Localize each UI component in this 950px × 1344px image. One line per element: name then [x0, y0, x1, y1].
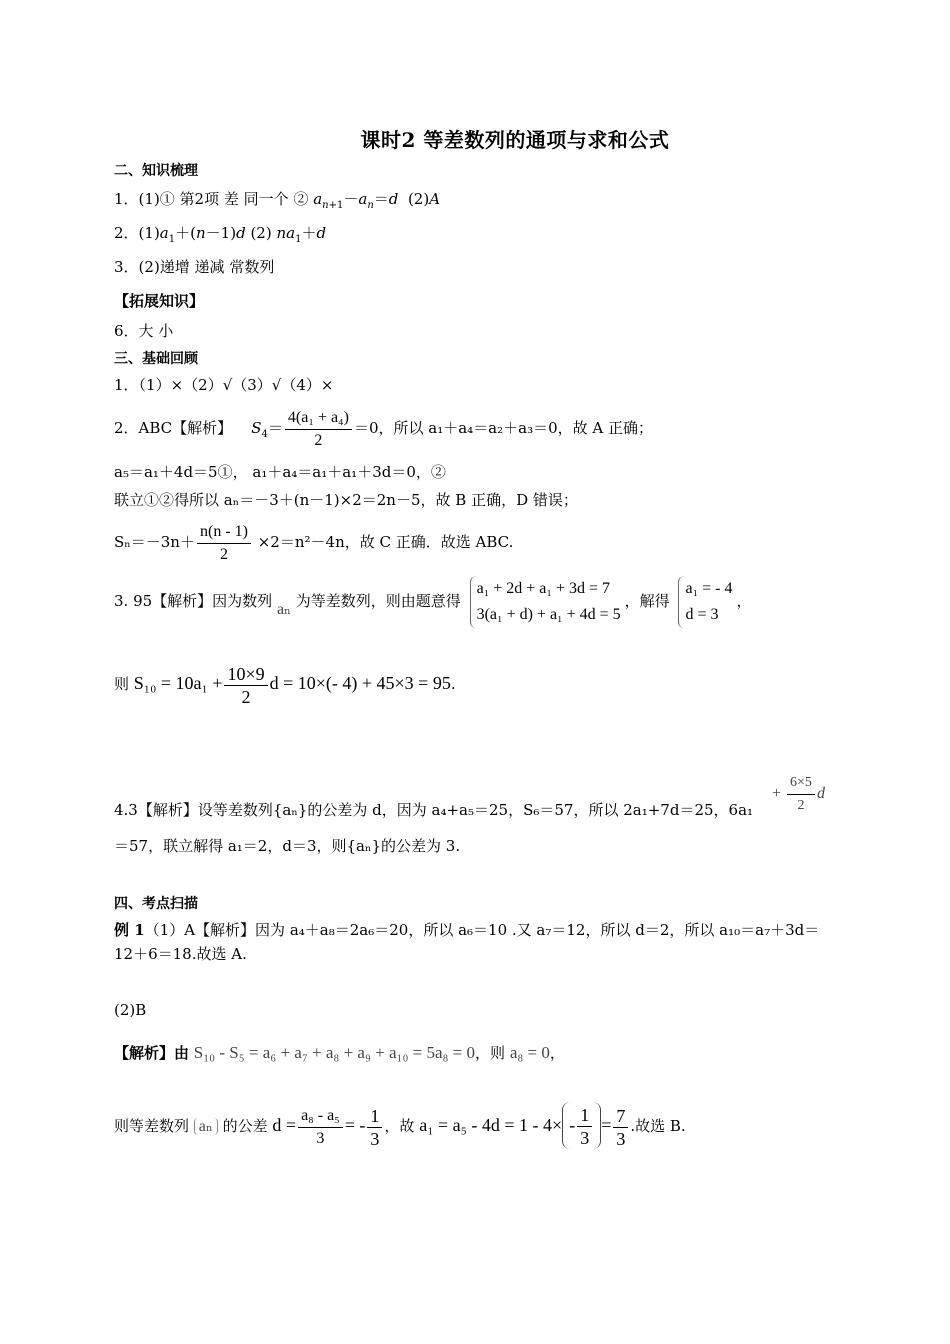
extended-item-6: 6．大 小	[114, 322, 174, 340]
example1-inner-den: 3	[580, 1128, 590, 1149]
q4-fraction	[787, 772, 815, 817]
q2-line4-num: n(n - 1)	[197, 521, 251, 544]
knowledge-item-1-text: 1．(1)① 第2项 差 同一个 ②	[114, 190, 314, 208]
q2-prefix: 2．ABC【解析】	[114, 419, 233, 437]
review-q4-line2: ＝57，联立解得 a₁＝2，d＝3，则{aₙ}的公差为 3.	[114, 837, 461, 855]
q3-then: 则	[114, 675, 130, 693]
q3-formula-den: 2	[241, 686, 251, 707]
example1-inner-num: 1	[577, 1104, 592, 1127]
q2-fraction-den: 2	[314, 431, 323, 449]
q4-inline-formula	[772, 772, 825, 817]
q3-formula-a: S₁₀ = 10a₁ +	[133, 673, 223, 693]
section-knowledge-heading: 二、知识梳理	[114, 163, 198, 179]
review-q2-line4	[114, 518, 513, 566]
extended-knowledge-heading: 【拓展知识】	[114, 292, 205, 310]
q2-fraction-num: 4(a₁ + a₄)	[285, 407, 352, 430]
example1-part2: (2)B	[114, 1001, 147, 1019]
q2-rest: ＝0，所以 a₁＋a₄＝a₂＋a₃＝0，故 A 正确；	[353, 419, 654, 437]
q3-solution	[678, 576, 732, 628]
example1-text-b: 的公差	[222, 1117, 268, 1135]
review-q4-line1: 4.3【解析】设等差数列{aₙ}的公差为 d，因为 a₄+a₅＝25，S₆＝57，所以 2a₁+7d＝25，6a₁	[114, 801, 754, 819]
q3-formula-num: 10×9	[224, 663, 267, 686]
example1-sequence: aₙ	[194, 1118, 218, 1135]
review-q1: 1．（1）×（2）√（3）√（4）×	[114, 376, 334, 394]
example1-neg: -	[569, 1115, 576, 1135]
example1-d-fraction	[298, 1105, 343, 1150]
review-q2-line3: 联立①②得所以 aₙ＝－3＋(n－1)×2＝2n－5，故 B 正确，D 错误；	[114, 491, 578, 509]
q3-prefix: 3. 95【解析】因为数列	[114, 592, 273, 610]
example1-formula-2: a₈ = 0	[509, 1043, 550, 1062]
example1-third	[367, 1105, 382, 1150]
knowledge-item-1: 1．(1)① 第2项 差 同一个 ② $a_{n+1}-a_n=d$ (2)A	[114, 190, 441, 211]
q4-fraction-num: 6×5	[787, 772, 815, 795]
example1-result-num: 7	[613, 1105, 628, 1128]
example1-formula-1: S₁₀ - S₅ = a₆ + a₇ + a₈ + a₉ + a₁₀ = 5a₈ = 0	[193, 1043, 476, 1062]
example1-d-eq: d =	[272, 1115, 297, 1135]
example1-result-den: 3	[616, 1128, 626, 1149]
example1-label: 例 1	[114, 921, 145, 939]
knowledge-item-2-part2: (2)	[245, 224, 277, 242]
example1-third-num: 1	[367, 1105, 382, 1128]
knowledge-item-2: 2．$(1)a_1+(n-1)d$ (2) $na_1+d$	[114, 224, 327, 245]
q2-line4-fraction	[197, 521, 251, 566]
example1-part2-analysis	[114, 1038, 565, 1068]
review-q3	[114, 576, 752, 628]
example1-neg-eq: = -	[344, 1115, 366, 1135]
example1-d-num: a₈ - a₅	[298, 1105, 343, 1128]
section-review-heading: 三、基础回顾	[114, 351, 198, 367]
example1-line2: 12＋6＝18.故选 A.	[114, 945, 247, 963]
review-q2-line2: a₅＝a₁＋4d＝5①， a₁＋a₄＝a₁＋a₁＋3d＝0，②	[114, 463, 446, 481]
example1-comma: ，	[549, 1044, 565, 1062]
example1-analysis-label: 【解析】由	[114, 1044, 190, 1062]
q3-solve-text: ，解得	[624, 592, 670, 610]
q2-line4-den: 2	[219, 545, 228, 563]
q2-line4-prefix: Sₙ＝－3n＋	[114, 533, 195, 551]
example1-inner-fraction	[577, 1104, 592, 1149]
review-q3-result	[114, 658, 456, 709]
q3-solution-1: a₁ = - 4	[685, 580, 733, 597]
example1-third-den: 3	[370, 1128, 380, 1149]
example1-result-fraction	[613, 1105, 628, 1150]
q4-d: d	[816, 785, 825, 803]
q4-fraction-den: 2	[797, 798, 805, 813]
example1-a1-formula: a₁ = a₅ - 4d = 1 - 4×	[419, 1115, 563, 1135]
example1-so: ，故	[384, 1117, 415, 1135]
q2-line4-rest: ×2＝n²－4n，故 C 正确．故选 ABC.	[252, 533, 514, 551]
example1-eq: =	[601, 1115, 612, 1135]
q3-dot: .	[450, 675, 456, 693]
example1-text: （1）A【解析】因为 a₄＋a₈＝2a₆＝20，所以 a₆＝10 .又 a₇＝12，所以 d＝2，所以 a₁₀＝a₇＋3d＝	[144, 921, 820, 939]
example1-end: .故选 B.	[630, 1117, 686, 1135]
q3-equation-1: a₁ + 2d + a₁ + 3d = 7	[476, 580, 611, 597]
q3-solution-2: d = 3	[685, 606, 719, 623]
q3-end: ，	[736, 592, 752, 610]
example1-text-a: 则等差数列	[114, 1117, 190, 1135]
knowledge-item-2-text: 2．(1)	[114, 224, 160, 242]
q2-fraction	[285, 407, 352, 452]
section-exam-heading: 四、考点扫描	[114, 896, 198, 912]
q4-plus: +	[772, 785, 782, 803]
q3-middle: 为等差数列，则由题意得	[295, 592, 461, 610]
q3-system	[470, 576, 621, 628]
knowledge-item-3: 3．(2)递增 递减 常数列	[114, 258, 275, 276]
example1-then: ，则	[475, 1044, 506, 1062]
q3-formula-b: d = 10×(- 4) + 45×3 = 95	[269, 673, 451, 693]
example1-line1	[114, 920, 819, 940]
example1-d-den: 3	[316, 1129, 325, 1147]
page-title: 课时2 等差数列的通项与求和公式	[360, 128, 670, 152]
example1-paren-group	[562, 1102, 601, 1149]
q3-formula-fraction	[224, 663, 267, 708]
q3-equation-2: 3(a₁ + d) + a₁ + 4d = 5	[476, 606, 621, 623]
q3-sequence: aₙ	[276, 601, 291, 618]
review-q2: 2．ABC【解析】 $S_4=$ $\frac{\text{4(a₁ + a₄)}}{2}$ ＝0，所以 a₁＋a₄＝a₂＋a₃＝0，故 A 正确；	[114, 404, 653, 459]
knowledge-item-1-part2: (2)	[407, 190, 430, 208]
example1-part2-result	[114, 1098, 686, 1154]
